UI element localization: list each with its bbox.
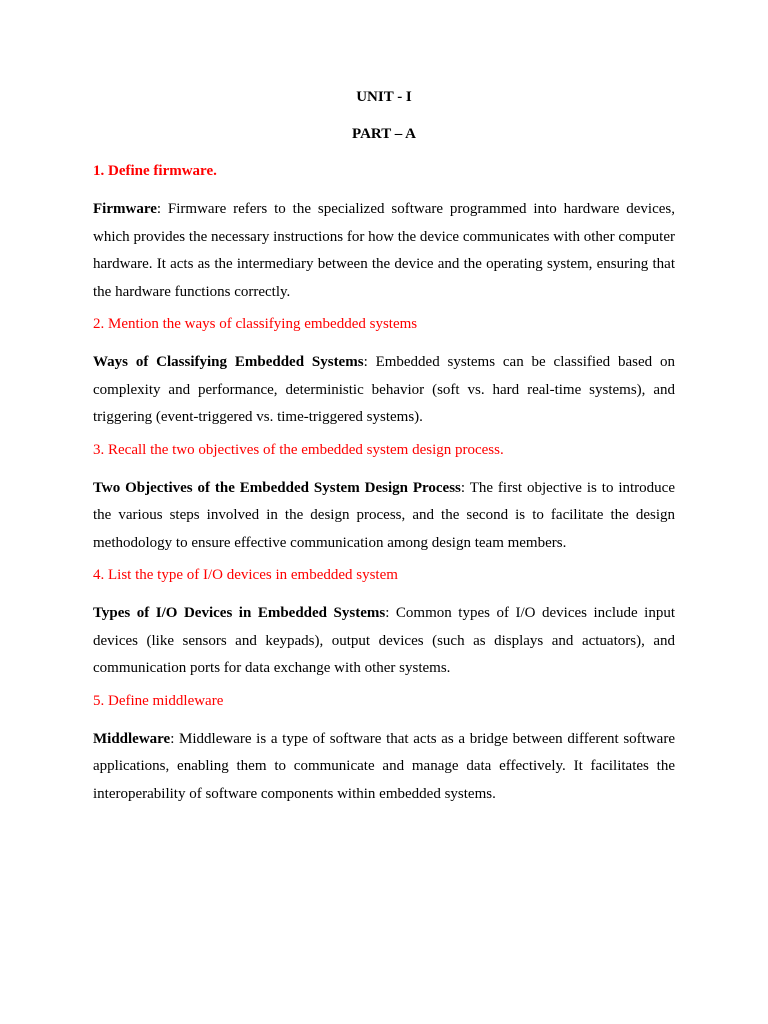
answer-1-term: Firmware (93, 201, 157, 217)
question-1: 1. Define firmware. (93, 163, 217, 179)
qa-item-1 (93, 160, 675, 306)
answer-4-text: : Common types of I/O devices include input devices (like sensors and keypads), output devices (such as displays and actuators), and communication ports for data exchange with other systems. (93, 605, 676, 676)
part-title: PART – A (352, 126, 416, 142)
answer-3 (93, 475, 675, 558)
answer-5-text: : Middleware is a type of software that acts as a bridge between different software applications, enabling them to communicate and manage data effectively. It facilitates the interoperability of software components within embedded systems. (93, 730, 675, 802)
question-3: 3. Recall the two objectives of the embedded system design process. (93, 441, 504, 458)
answer-1 (93, 196, 675, 306)
question-4: 4. List the type of I/O devices in embedded system (93, 567, 398, 583)
qa-item-5 (93, 690, 675, 809)
answer-4 (93, 600, 675, 683)
answer-3-term: Two Objectives of the Embedded System Design Process (93, 479, 461, 496)
qa-list (93, 160, 675, 815)
qa-item-2 (93, 313, 675, 432)
unit-title: UNIT - I (356, 89, 412, 105)
answer-1-text: : Firmware refers to the specialized software programmed into hardware devices, which provides the necessary instructions for how the device communicates with other computer hardware. It acts as the intermediary between the device and the operating system, ensuring that the hardware functions correctly. (93, 201, 675, 300)
answer-2 (93, 349, 675, 432)
answer-5 (93, 726, 675, 809)
answer-5-term: Middleware (93, 730, 171, 747)
answer-2-text: : Embedded systems can be classified based on complexity and performance, deterministic behavior (soft vs. hard real-time systems), and triggering (event-triggered vs. time-triggered systems). (93, 354, 676, 425)
answer-3-text: : The first objective is to introduce the various steps involved in the design process, and the second is to facilitate the design methodology to ensure effective communication among design team members. (93, 479, 675, 551)
answer-2-term: Ways of Classifying Embedded Systems (93, 354, 364, 370)
qa-item-3 (93, 439, 675, 558)
qa-item-4 (93, 564, 675, 683)
question-5: 5. Define middleware (93, 692, 224, 709)
answer-4-term: Types of I/O Devices in Embedded Systems (93, 605, 386, 621)
question-2: 2. Mention the ways of classifying embedded systems (93, 316, 418, 332)
